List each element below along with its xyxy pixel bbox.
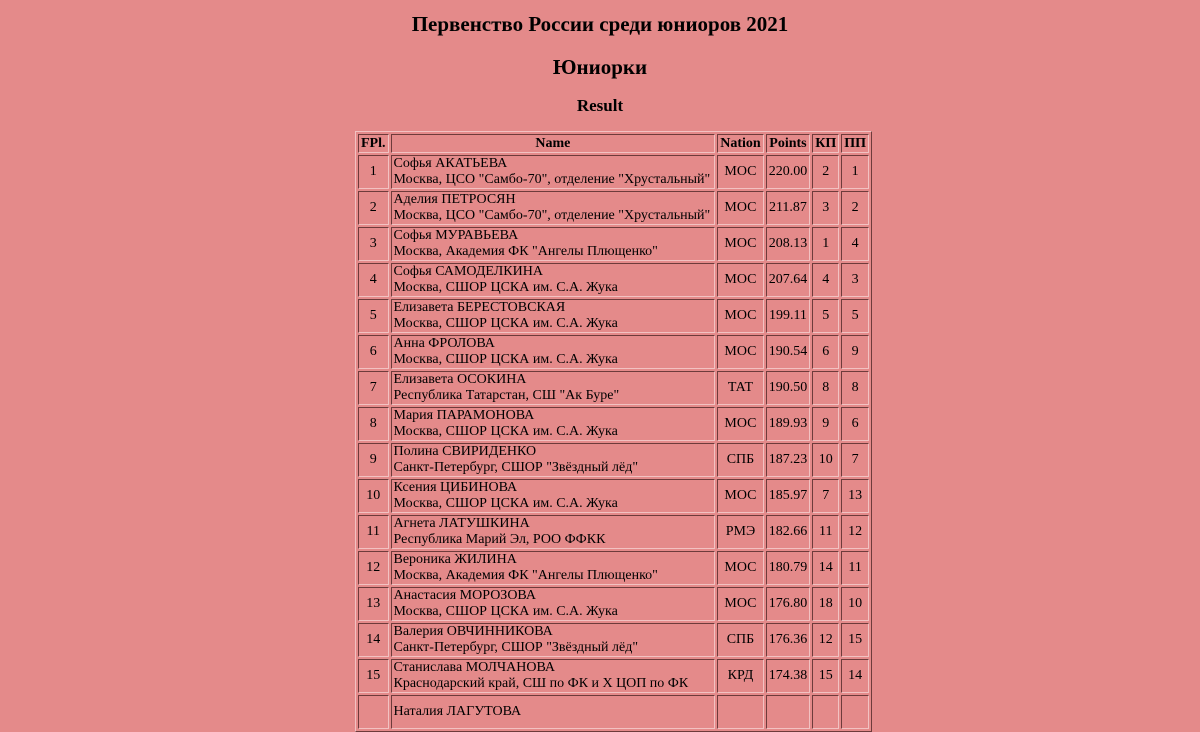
skater-name: Станислава МОЛЧАНОВА — [393, 660, 556, 675]
table-row — [358, 227, 869, 261]
row-points: 180.79 — [766, 551, 811, 585]
row-short-program-place: 6 — [812, 335, 839, 369]
row-name-cell — [391, 695, 716, 729]
row-short-program-place: 8 — [812, 371, 839, 405]
row-points: 220.00 — [766, 155, 811, 189]
row-short-program-place: 2 — [812, 155, 839, 189]
row-free-program-place: 9 — [841, 335, 869, 369]
skater-name: Вероника ЖИЛИНА — [393, 552, 517, 567]
row-name-cell — [391, 155, 716, 189]
row-short-program-place: 3 — [812, 191, 839, 225]
skater-club: Санкт-Петербург, СШОР "Звёздный лёд" — [393, 460, 639, 475]
row-short-program-place: 18 — [812, 587, 839, 621]
row-place: 11 — [358, 515, 389, 549]
row-nation: КРД — [717, 659, 763, 693]
skater-club: Москва, СШОР ЦСКА им. С.А. Жука — [393, 424, 618, 439]
row-free-program-place: 6 — [841, 407, 869, 441]
row-points: 190.50 — [766, 371, 811, 405]
table-row — [358, 515, 869, 549]
results-table — [355, 131, 872, 732]
table-row — [358, 695, 869, 729]
row-points: 189.93 — [766, 407, 811, 441]
skater-name: Елизавета БЕРЕСТОВСКАЯ — [393, 300, 566, 315]
row-place: 2 — [358, 191, 389, 225]
row-points: 208.13 — [766, 227, 811, 261]
skater-name: Наталия ЛАГУТОВА — [393, 704, 522, 719]
table-row — [358, 659, 869, 693]
skater-name: Софья АКАТЬЕВА — [393, 156, 508, 171]
row-points: 211.87 — [766, 191, 811, 225]
row-place: 1 — [358, 155, 389, 189]
row-name-cell — [391, 335, 716, 369]
skater-club: Краснодарский край, СШ по ФК и Х ЦОП по ФК — [393, 676, 689, 691]
row-place: 5 — [358, 299, 389, 333]
row-free-program-place: 14 — [841, 659, 869, 693]
row-free-program-place: 13 — [841, 479, 869, 513]
skater-club: Республика Марий Эл, РОО ФФКК — [393, 532, 606, 547]
row-free-program-place — [841, 695, 869, 729]
row-nation: МОС — [717, 551, 763, 585]
skater-club: Москва, СШОР ЦСКА им. С.А. Жука — [393, 496, 618, 511]
row-short-program-place: 15 — [812, 659, 839, 693]
row-name-cell — [391, 299, 716, 333]
row-name-cell — [391, 407, 716, 441]
row-place — [358, 695, 389, 729]
skater-name: Елизавета ОСОКИНА — [393, 372, 527, 387]
skater-club: Москва, СШОР ЦСКА им. С.А. Жука — [393, 604, 618, 619]
table-row — [358, 407, 869, 441]
header-free-program: ПП — [841, 134, 869, 153]
page-title: Первенство России среди юниоров 2021 — [411, 12, 789, 36]
row-short-program-place: 1 — [812, 227, 839, 261]
header-fpl: FPl. — [358, 134, 389, 153]
row-free-program-place: 5 — [841, 299, 869, 333]
row-short-program-place: 7 — [812, 479, 839, 513]
skater-club: Москва, Академия ФК "Ангелы Плющенко" — [393, 568, 658, 583]
skater-club: Республика Татарстан, СШ "Ак Буре" — [393, 388, 620, 403]
row-nation: РМЭ — [717, 515, 763, 549]
row-nation: МОС — [717, 407, 763, 441]
row-nation: СПБ — [717, 623, 763, 657]
row-short-program-place: 9 — [812, 407, 839, 441]
table-row — [358, 155, 869, 189]
row-free-program-place: 15 — [841, 623, 869, 657]
table-row — [358, 443, 869, 477]
table-row — [358, 551, 869, 585]
row-points: 182.66 — [766, 515, 811, 549]
table-row — [358, 479, 869, 513]
row-place: 10 — [358, 479, 389, 513]
skater-club: Москва, ЦСО "Самбо-70", отделение "Хрустальный" — [393, 208, 711, 223]
row-name-cell — [391, 515, 716, 549]
row-place: 9 — [358, 443, 389, 477]
skater-club: Санкт-Петербург, СШОР "Звёздный лёд" — [393, 640, 639, 655]
row-points: 174.38 — [766, 659, 811, 693]
row-points: 176.80 — [766, 587, 811, 621]
skater-name: Софья МУРАВЬЕВА — [393, 228, 519, 243]
row-place: 4 — [358, 263, 389, 297]
row-nation: МОС — [717, 227, 763, 261]
row-short-program-place: 12 — [812, 623, 839, 657]
skater-name: Мария ПАРАМОНОВА — [393, 408, 535, 423]
row-short-program-place: 10 — [812, 443, 839, 477]
row-free-program-place: 12 — [841, 515, 869, 549]
results-table-container — [355, 131, 872, 732]
result-label: Result — [576, 96, 624, 115]
row-nation: СПБ — [717, 443, 763, 477]
row-short-program-place: 11 — [812, 515, 839, 549]
header-name: Name — [391, 134, 716, 153]
skater-name: Валерия ОВЧИННИКОВА — [393, 624, 553, 639]
skater-name: Аделия ПЕТРОСЯН — [393, 192, 516, 207]
table-row — [358, 587, 869, 621]
skater-name: Ксения ЦИБИНОВА — [393, 480, 518, 495]
row-points: 176.36 — [766, 623, 811, 657]
row-points: 199.11 — [766, 299, 811, 333]
skater-name: Полина СВИРИДЕНКО — [393, 444, 537, 459]
row-nation: ТАТ — [717, 371, 763, 405]
skater-club: Москва, СШОР ЦСКА им. С.А. Жука — [393, 352, 618, 367]
row-name-cell — [391, 587, 716, 621]
row-short-program-place: 14 — [812, 551, 839, 585]
row-name-cell — [391, 479, 716, 513]
row-place: 14 — [358, 623, 389, 657]
row-nation — [717, 695, 763, 729]
skater-club: Москва, ЦСО "Самбо-70", отделение "Хрустальный" — [393, 172, 711, 187]
table-row — [358, 191, 869, 225]
row-name-cell — [391, 191, 716, 225]
row-short-program-place — [812, 695, 839, 729]
table-header-row — [358, 134, 869, 153]
table-row — [358, 335, 869, 369]
skater-name: Софья САМОДЕЛКИНА — [393, 264, 543, 279]
row-name-cell — [391, 371, 716, 405]
table-row — [358, 263, 869, 297]
header-short-program: КП — [812, 134, 839, 153]
table-row — [358, 299, 869, 333]
table-row — [358, 623, 869, 657]
row-points: 187.23 — [766, 443, 811, 477]
row-free-program-place: 7 — [841, 443, 869, 477]
row-nation: МОС — [717, 479, 763, 513]
row-nation: МОС — [717, 155, 763, 189]
row-name-cell — [391, 227, 716, 261]
row-nation: МОС — [717, 263, 763, 297]
skater-club: Москва, Академия ФК "Ангелы Плющенко" — [393, 244, 658, 259]
row-points — [766, 695, 811, 729]
header-nation: Nation — [717, 134, 763, 153]
row-place: 12 — [358, 551, 389, 585]
row-free-program-place: 3 — [841, 263, 869, 297]
row-free-program-place: 11 — [841, 551, 869, 585]
row-free-program-place: 8 — [841, 371, 869, 405]
row-name-cell — [391, 659, 716, 693]
row-name-cell — [391, 263, 716, 297]
row-short-program-place: 4 — [812, 263, 839, 297]
skater-name: Анна ФРОЛОВА — [393, 336, 495, 351]
row-place: 7 — [358, 371, 389, 405]
row-place: 13 — [358, 587, 389, 621]
row-free-program-place: 4 — [841, 227, 869, 261]
skater-name: Анастасия МОРОЗОВА — [393, 588, 536, 603]
row-free-program-place: 2 — [841, 191, 869, 225]
row-name-cell — [391, 443, 716, 477]
row-name-cell — [391, 623, 716, 657]
row-free-program-place: 10 — [841, 587, 869, 621]
row-place: 15 — [358, 659, 389, 693]
table-row — [358, 371, 869, 405]
row-name-cell — [391, 551, 716, 585]
row-nation: МОС — [717, 191, 763, 225]
row-points: 190.54 — [766, 335, 811, 369]
row-points: 207.64 — [766, 263, 811, 297]
row-nation: МОС — [717, 587, 763, 621]
row-nation: МОС — [717, 299, 763, 333]
row-nation: МОС — [717, 335, 763, 369]
row-place: 6 — [358, 335, 389, 369]
row-points: 185.97 — [766, 479, 811, 513]
header-points: Points — [766, 134, 811, 153]
skater-club: Москва, СШОР ЦСКА им. С.А. Жука — [393, 280, 618, 295]
category-title: Юниорки — [552, 55, 648, 79]
row-place: 8 — [358, 407, 389, 441]
skater-club: Москва, СШОР ЦСКА им. С.А. Жука — [393, 316, 618, 331]
row-place: 3 — [358, 227, 389, 261]
skater-name: Агнета ЛАТУШКИНА — [393, 516, 530, 531]
row-short-program-place: 5 — [812, 299, 839, 333]
row-free-program-place: 1 — [841, 155, 869, 189]
